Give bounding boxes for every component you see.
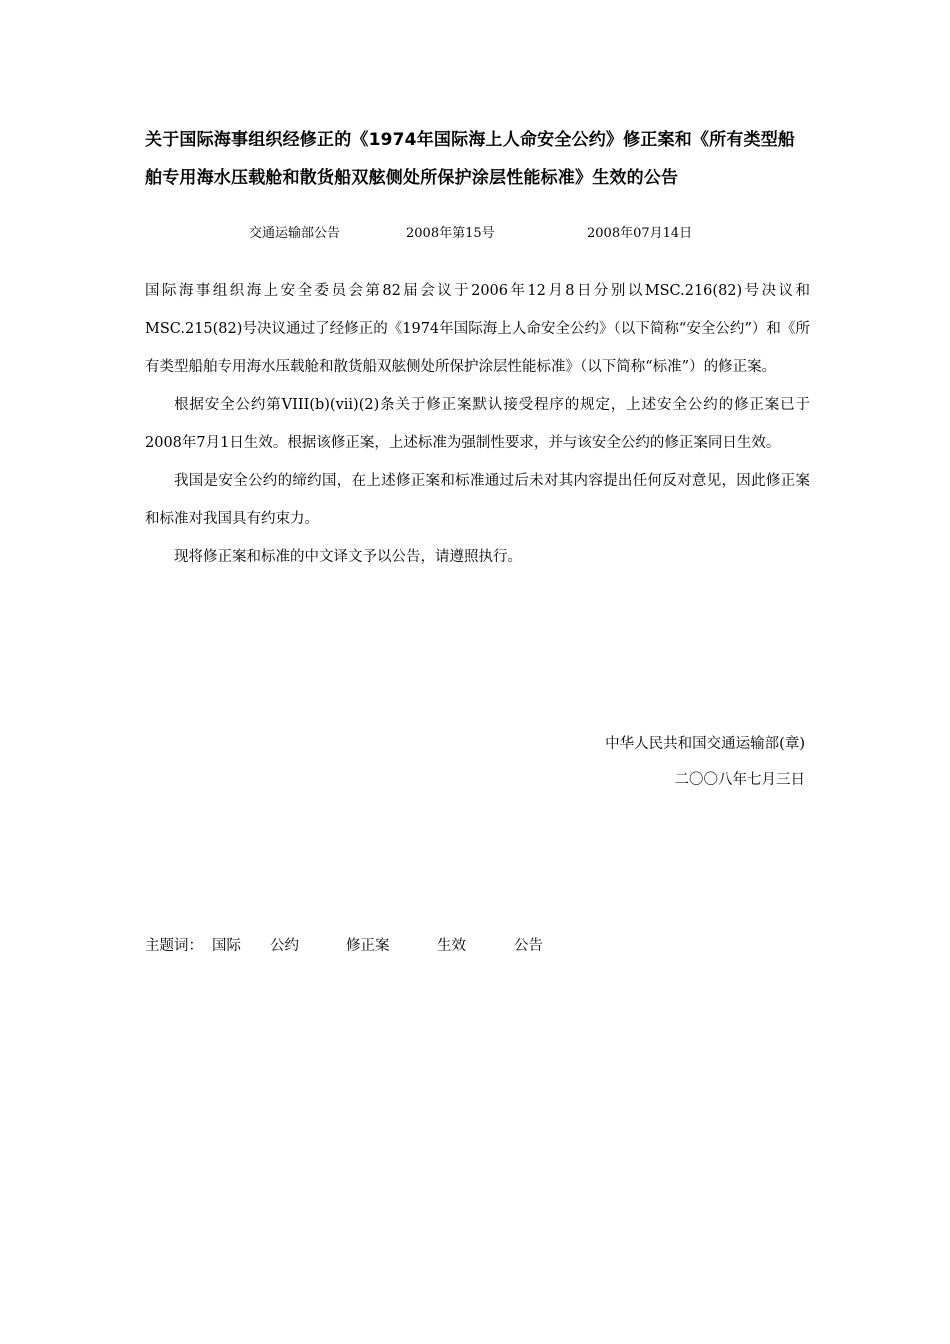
paragraph-4: 现将修正案和标准的中文译文予以公告，请遵照执行。 (174, 549, 522, 565)
document-meta (0, 224, 950, 244)
paragraph-2: 根据安全公约第VIII(b)(vii)(2)条关于修正案默认接受程序的规定，上述安全公约的修正案已于2008年7月1日生效。根据该修正案，上述标准为强制性要求，并与该安全公约的修正案同日生效。 (145, 397, 810, 451)
signature-date: 二〇〇八年七月三日 (674, 772, 805, 788)
document-title: 关于国际海事组织经修正的《1974年国际海上人命安全公约》修正案和《所有类型船舶专用海水压载舱和散货船双舷侧处所保护涂层性能标准》生效的公告 (145, 130, 796, 188)
meta-date: 2008年07月14日 (587, 226, 693, 241)
paragraph-1: 国际海事组织海上安全委员会第82届会议于2006年12月8日分别以MSC.216(82)号决议和MSC.215(82)号决议通过了经修正的《1974年国际海上人命安全公约》（以下简称“安全公约”）和《所有类型船舶专用海水压载舱和散货船双舷侧处所保护涂层性能标准》（以下简称“标准”）的修正案。 (145, 283, 810, 375)
document-body (145, 272, 810, 576)
keywords-line (145, 934, 645, 958)
keyword-item: 国际 (212, 938, 241, 954)
keyword-item: 生效 (437, 938, 466, 954)
signature-organization: 中华人民共和国交通运输部(章) (605, 736, 805, 752)
keyword-item: 公告 (514, 938, 543, 954)
keyword-item: 公约 (270, 938, 299, 954)
paragraph-3: 我国是安全公约的缔约国，在上述修正案和标准通过后未对其内容提出任何反对意见，因此修正案和标准对我国具有约束力。 (145, 473, 810, 527)
meta-issuer: 交通运输部公告 (249, 226, 341, 241)
keywords-label: 主题词： (145, 938, 203, 954)
keyword-item: 修正案 (346, 938, 390, 954)
signature-block (605, 726, 805, 798)
meta-number: 2008年第15号 (406, 226, 495, 241)
